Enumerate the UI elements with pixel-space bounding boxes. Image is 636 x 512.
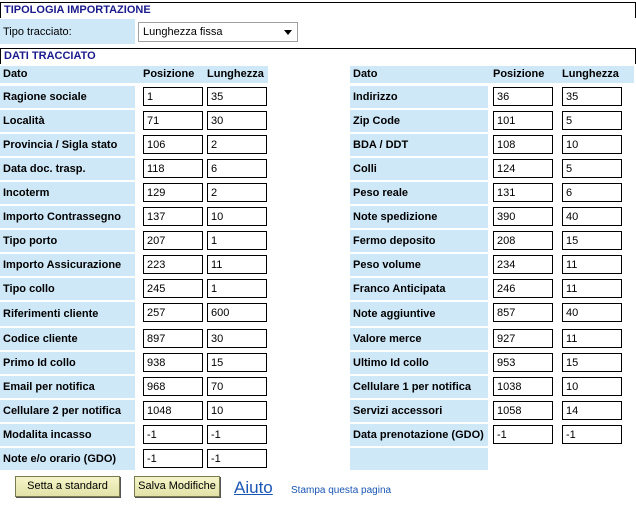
lunghezza-input[interactable]: [562, 135, 622, 154]
salva-modifiche-button[interactable]: Salva Modifiche: [134, 476, 220, 497]
posizione-input[interactable]: [493, 111, 553, 130]
posizione-input[interactable]: [143, 425, 203, 444]
section-title: DATI TRACCIATO: [4, 50, 96, 62]
lunghezza-input[interactable]: [207, 183, 267, 202]
left-row-label-cell: [0, 448, 135, 470]
lunghezza-input[interactable]: [207, 159, 267, 178]
lunghezza-input[interactable]: [562, 255, 622, 274]
right-row-label-cell: [350, 182, 488, 204]
right-row-label-cell: [350, 158, 488, 180]
posizione-input[interactable]: [143, 111, 203, 130]
posizione-input[interactable]: [493, 135, 553, 154]
posizione-input[interactable]: [143, 353, 203, 372]
posizione-input[interactable]: [143, 401, 203, 420]
lunghezza-input[interactable]: [207, 135, 267, 154]
field-label: Importo Contrassegno: [3, 211, 121, 223]
right-row-label-cell: [350, 376, 488, 398]
posizione-input[interactable]: [493, 159, 553, 178]
left-row-label-cell: [0, 86, 135, 108]
left-row-label-cell: [0, 424, 135, 446]
posizione-input[interactable]: [143, 159, 203, 178]
posizione-input[interactable]: [143, 377, 203, 396]
left-row-label-cell: [0, 230, 135, 252]
right-row-label-cell: [350, 328, 488, 350]
lunghezza-input[interactable]: [207, 231, 267, 250]
right-column-header: [350, 66, 634, 83]
left-row-label-cell: [0, 134, 135, 156]
lunghezza-input[interactable]: [207, 303, 267, 322]
right-row-label-cell: [350, 86, 488, 108]
chevron-down-icon[interactable]: [284, 30, 292, 35]
lunghezza-input[interactable]: [207, 279, 267, 298]
field-label: Franco Anticipata: [353, 283, 446, 295]
lunghezza-input[interactable]: [207, 425, 267, 444]
left-row-label-cell: [0, 302, 135, 326]
posizione-input[interactable]: [493, 183, 553, 202]
posizione-input[interactable]: [493, 329, 553, 348]
lunghezza-input[interactable]: [562, 111, 622, 130]
col-lunghezza: Lunghezza: [562, 68, 619, 80]
col-posizione: Posizione: [493, 68, 545, 80]
field-label: Peso reale: [353, 187, 409, 199]
left-row-label-cell: [0, 254, 135, 276]
lunghezza-input[interactable]: [207, 255, 267, 274]
right-row-label-cell: [350, 206, 488, 228]
field-label: Note e/o orario (GDO): [3, 453, 117, 465]
field-label: Cellulare 2 per notifica: [3, 405, 121, 417]
right-row-label-cell: [350, 254, 488, 276]
right-row-label-cell: [350, 302, 488, 326]
lunghezza-input[interactable]: [562, 329, 622, 348]
field-label: Tipo collo: [3, 283, 55, 295]
right-row-label-cell: [350, 110, 488, 132]
field-label: Ultimo Id collo: [353, 357, 429, 369]
posizione-input[interactable]: [493, 377, 553, 396]
col-dato: Dato: [353, 68, 378, 80]
field-label: Valore merce: [353, 333, 422, 345]
posizione-input[interactable]: [143, 231, 203, 250]
lunghezza-input[interactable]: [207, 111, 267, 130]
right-row-label-cell: [350, 424, 488, 446]
posizione-input[interactable]: [493, 231, 553, 250]
posizione-input[interactable]: [143, 279, 203, 298]
left-row-label-cell: [0, 400, 135, 422]
field-label: BDA / DDT: [353, 139, 409, 151]
lunghezza-input[interactable]: [562, 401, 622, 420]
section-header-dati: [0, 48, 636, 64]
col-lunghezza: Lunghezza: [207, 68, 264, 80]
left-row-label-cell: [0, 206, 135, 228]
field-label: Fermo deposito: [353, 235, 436, 247]
right-row-label-cell: [350, 400, 488, 422]
field-label: Provincia / Sigla stato: [3, 139, 118, 151]
section-title: TIPOLOGIA IMPORTAZIONE: [4, 4, 151, 16]
field-label: Zip Code: [353, 115, 401, 127]
posizione-input[interactable]: [493, 207, 553, 226]
col-posizione: Posizione: [143, 68, 195, 80]
lunghezza-input[interactable]: [562, 377, 622, 396]
lunghezza-input[interactable]: [562, 303, 622, 322]
field-label: Località: [3, 115, 45, 127]
section-header-tipologia: [0, 2, 636, 18]
posizione-input[interactable]: [493, 303, 553, 322]
lunghezza-input[interactable]: [207, 207, 267, 226]
posizione-input[interactable]: [143, 255, 203, 274]
lunghezza-input[interactable]: [562, 353, 622, 372]
posizione-input[interactable]: [493, 401, 553, 420]
field-label: Tipo porto: [3, 235, 58, 247]
posizione-input[interactable]: [493, 87, 553, 106]
posizione-input[interactable]: [493, 353, 553, 372]
tipo-tracciato-select[interactable]: [138, 22, 298, 42]
right-row-label-cell: [350, 134, 488, 156]
setta-standard-button[interactable]: Setta a standard: [15, 476, 120, 497]
posizione-input[interactable]: [493, 255, 553, 274]
lunghezza-input[interactable]: [562, 279, 622, 298]
field-label: Indirizzo: [353, 91, 398, 103]
left-row-label-cell: [0, 110, 135, 132]
left-row-label-cell: [0, 158, 135, 180]
stampa-pagina-link[interactable]: Stampa questa pagina: [291, 485, 392, 496]
lunghezza-input[interactable]: [207, 401, 267, 420]
lunghezza-input[interactable]: [207, 87, 267, 106]
field-label: Riferimenti cliente: [3, 308, 99, 320]
right-row-label-cell: [350, 278, 488, 300]
left-row-label-cell: [0, 278, 135, 300]
left-row-label-cell: [0, 352, 135, 374]
posizione-input[interactable]: [143, 135, 203, 154]
right-row-label-cell: [350, 230, 488, 252]
lunghezza-input[interactable]: [207, 449, 267, 468]
field-label: Modalita incasso: [3, 429, 92, 441]
field-label: Data prenotazione (GDO): [353, 429, 484, 441]
col-dato: Dato: [3, 68, 28, 80]
posizione-input[interactable]: [143, 87, 203, 106]
field-label: Primo Id collo: [3, 357, 76, 369]
tipo-tracciato-value: Lunghezza fissa: [143, 26, 223, 38]
posizione-input[interactable]: [143, 303, 203, 322]
lunghezza-input[interactable]: [562, 159, 622, 178]
lunghezza-input[interactable]: [562, 87, 622, 106]
posizione-input[interactable]: [493, 279, 553, 298]
lunghezza-input[interactable]: [207, 329, 267, 348]
tipo-tracciato-label: Tipo tracciato:: [3, 25, 72, 38]
posizione-input[interactable]: [143, 207, 203, 226]
empty-label-cell: [350, 448, 488, 470]
field-label: Ragione sociale: [3, 91, 87, 103]
field-label: Cellulare 1 per notifica: [353, 381, 471, 393]
left-row-label-cell: [0, 376, 135, 398]
field-label: Peso volume: [353, 259, 421, 271]
right-row-label-cell: [350, 352, 488, 374]
tipo-tracciato-label-cell: [0, 19, 135, 44]
field-label: Servizi accessori: [353, 405, 443, 417]
left-column-header: [0, 66, 268, 83]
field-label: Email per notifica: [3, 381, 95, 393]
left-row-label-cell: [0, 328, 135, 350]
lunghezza-input[interactable]: [562, 425, 622, 444]
field-label: Importo Assicurazione: [3, 259, 122, 271]
lunghezza-input[interactable]: [562, 207, 622, 226]
lunghezza-input[interactable]: [207, 377, 267, 396]
lunghezza-input[interactable]: [562, 183, 622, 202]
field-label: Note aggiuntive: [353, 308, 436, 320]
aiuto-link[interactable]: Aiuto: [234, 478, 273, 497]
posizione-input[interactable]: [493, 425, 553, 444]
lunghezza-input[interactable]: [207, 353, 267, 372]
field-label: Note spedizione: [353, 211, 438, 223]
field-label: Incoterm: [3, 187, 50, 199]
lunghezza-input[interactable]: [562, 231, 622, 250]
posizione-input[interactable]: [143, 183, 203, 202]
posizione-input[interactable]: [143, 449, 203, 468]
left-row-label-cell: [0, 182, 135, 204]
field-label: Codice cliente: [3, 333, 78, 345]
field-label: Data doc. trasp.: [3, 163, 86, 175]
field-label: Colli: [353, 163, 377, 175]
posizione-input[interactable]: [143, 329, 203, 348]
